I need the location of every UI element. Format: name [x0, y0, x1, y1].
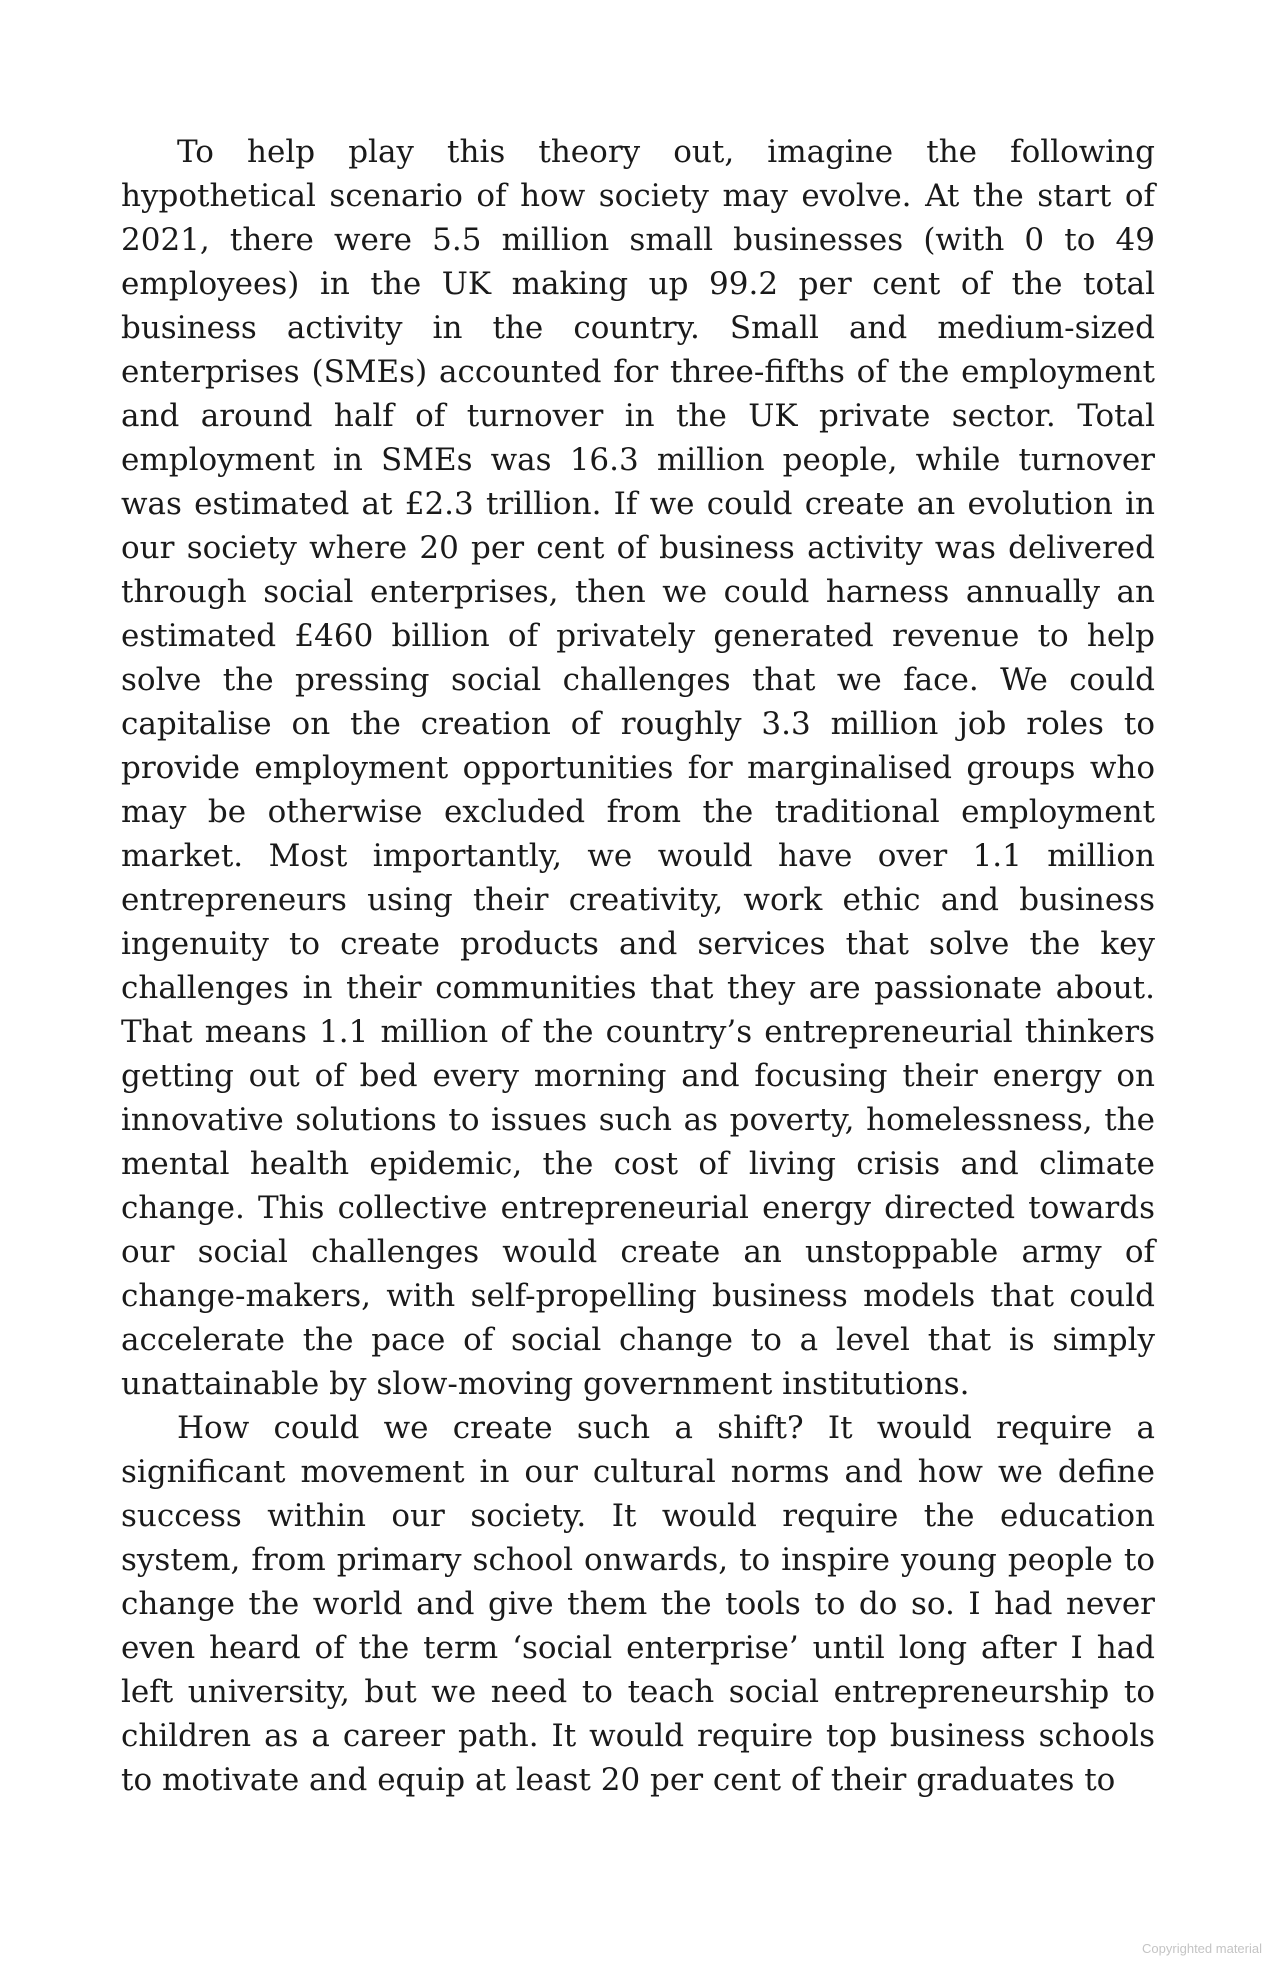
copyright-watermark: Copyrighted material	[1142, 1941, 1262, 1956]
paragraph-2: How could we create such a shift? It would require a significant movement in our cultural norms and how we define success within our society. It would require the education system, from primary school onwards, to inspire young people to change the world and give them the tools to do so. I had never even heard of the term ‘social enterprise’ until long after I had left university, but we need to teach social entrepreneurship to children as a career path. It would require top business schools to motivate and equip at least 20 per cent of their graduates to	[121, 1410, 1155, 1798]
body-text	[121, 130, 1155, 1802]
paragraph-1: To help play this theory out, imagine the following hypothetical scenario of how society may evolve. At the start of 2021, there were 5.5 million small businesses (with 0 to 49 employees) in the UK making up 99.2 per cent of the total business activity in the country. Small and medium-sized enterprises (SMEs) accounted for three-fifths of the employment and around half of turnover in the UK private sector. Total employment in SMEs was 16.3 million people, while turnover was estimated at £2.3 trillion. If we could create an evolution in our society where 20 per cent of business activity was delivered through social enterprises, then we could harness annually an estimated £460 billion of privately generated revenue to help solve the pressing social challenges that we face. We could capitalise on the creation of roughly 3.3 million job roles to provide employment opportunities for marginalised groups who may be otherwise excluded from the traditional employment market. Most importantly, we would have over 1.1 million entrepreneurs using their creativity, work ethic and business ingenuity to create products and services that solve the key challenges in their communities that they are passionate about. That means 1.1 million of the country’s entrepreneurial thinkers getting out of bed every morning and focusing their energy on innovative solutions to issues such as poverty, homelessness, the mental health epidemic, the cost of living crisis and climate change. This collective entrepreneurial energy directed towards our social challenges would create an unstoppable army of change-makers, with self-propelling business models that could accelerate the pace of social change to a level that is simply unattainable by slow-moving government institutions.	[121, 134, 1155, 1402]
